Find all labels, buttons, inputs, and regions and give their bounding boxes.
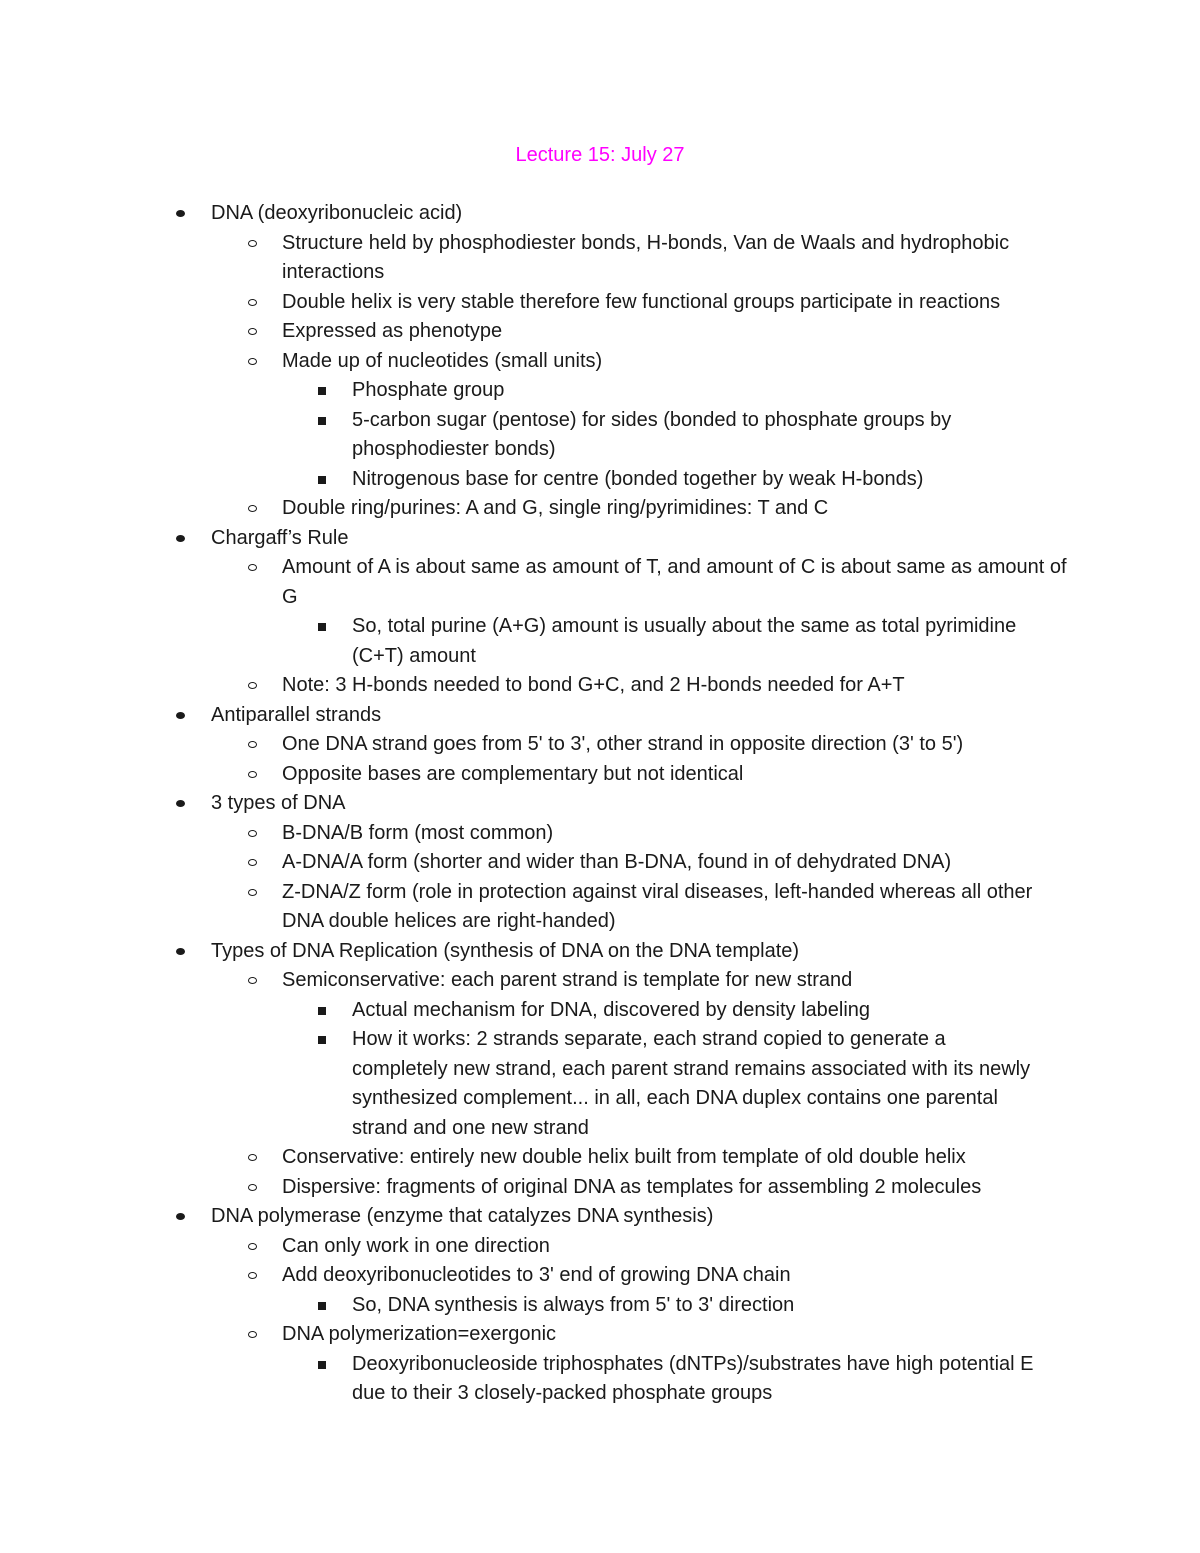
list-item-text: 3 types of DNA	[211, 792, 346, 814]
list-item-text: One DNA strand goes from 5' to 3', other strand in opposite direction (3' to 5')	[282, 733, 964, 755]
list-item-text: Double ring/purines: A and G, single ring/pyrimidines: T and C	[282, 497, 829, 519]
list-item-text: Can only work in one direction	[282, 1234, 550, 1257]
list-item-text: DNA polymerase (enzyme that catalyzes DNA synthesis)	[211, 1205, 714, 1227]
list-item-text: Amount of A is about same as amount of T, and amount of C is about same as amount of G	[282, 556, 1067, 608]
list-item	[0, 1350, 1200, 1409]
list-item	[0, 612, 1200, 671]
list-item-text: Antiparallel strands	[211, 703, 382, 726]
list-item-text: Expressed as phenotype	[282, 320, 503, 342]
list-item	[0, 819, 1200, 849]
list-item	[0, 1261, 1200, 1291]
list-item	[0, 465, 1200, 495]
list-item	[0, 494, 1200, 524]
list-item-text: So, DNA synthesis is always from 5' to 3' direction	[352, 1293, 795, 1316]
list-item	[0, 1320, 1200, 1350]
list-item	[0, 406, 1200, 465]
list-item	[0, 878, 1200, 937]
list-item	[0, 1202, 1200, 1232]
list-item-text: Nitrogenous base for centre (bonded together by weak H-bonds)	[352, 467, 924, 490]
lecture-notes-list	[0, 199, 1200, 1409]
list-item-text: Chargaff’s Rule	[211, 526, 349, 549]
list-item-text: Semiconservative: each parent strand is template for new strand	[282, 969, 853, 991]
list-item-text: DNA (deoxyribonucleic acid)	[211, 202, 463, 224]
list-item-text: A-DNA/A form (shorter and wider than B-DNA, found in of dehydrated DNA)	[282, 851, 952, 873]
list-item	[0, 1025, 1200, 1143]
list-item	[0, 1143, 1200, 1173]
list-item	[0, 937, 1200, 967]
list-item-text: Opposite bases are complementary but not identical	[282, 762, 744, 785]
list-item	[0, 553, 1200, 612]
list-item	[0, 524, 1200, 554]
list-item-text: How it works: 2 strands separate, each strand copied to generate a completely new strand, each parent strand remains associated with its newly synthesized complement... in all, each DNA duplex contains one parental strand and one new strand	[352, 1028, 1031, 1139]
list-item	[0, 848, 1200, 878]
list-item-text: Made up of nucleotides (small units)	[282, 349, 603, 372]
list-item-text: Types of DNA Replication (synthesis of DNA on the DNA template)	[211, 939, 800, 962]
list-item-text: Structure held by phosphodiester bonds, H-bonds, Van de Waals and hydrophobic interactions	[282, 231, 1010, 283]
list-item-text: Phosphate group	[352, 379, 505, 401]
list-item-text: Deoxyribonucleoside triphosphates (dNTPs)/substrates have high potential E due to their 3 closely-packed phosphate groups	[352, 1352, 1034, 1404]
list-item-text: Note: 3 H-bonds needed to bond G+C, and 2 H-bonds needed for A+T	[282, 674, 905, 696]
list-item	[0, 730, 1200, 760]
list-item-text: Actual mechanism for DNA, discovered by density labeling	[352, 998, 871, 1021]
list-item-text: 5-carbon sugar (pentose) for sides (bonded to phosphate groups by phosphodiester bonds)	[352, 408, 952, 460]
list-item	[0, 996, 1200, 1026]
list-item	[0, 347, 1200, 377]
page-title: Lecture 15: July 27	[515, 144, 685, 166]
list-item	[0, 288, 1200, 318]
list-item	[0, 1173, 1200, 1203]
list-item	[0, 317, 1200, 347]
list-item-text: Z-DNA/Z form (role in protection against viral diseases, left-handed whereas all other DNA double helices are right-handed)	[282, 880, 1033, 932]
list-item-text: Conservative: entirely new double helix built from template of old double helix	[282, 1146, 966, 1168]
list-item	[0, 1232, 1200, 1262]
list-item	[0, 1291, 1200, 1321]
list-item-text: Double helix is very stable therefore few functional groups participate in reactions	[282, 290, 1001, 313]
list-item	[0, 760, 1200, 790]
list-item	[0, 229, 1200, 288]
list-item	[0, 671, 1200, 701]
list-item	[0, 966, 1200, 996]
list-item-text: Dispersive: fragments of original DNA as templates for assembling 2 molecules	[282, 1175, 982, 1198]
list-item-text: B-DNA/B form (most common)	[282, 821, 554, 844]
list-item	[0, 789, 1200, 819]
list-item-text: DNA polymerization=exergonic	[282, 1323, 557, 1345]
list-item	[0, 199, 1200, 229]
list-item-text: So, total purine (A+G) amount is usually about the same as total pyrimidine (C+T) amount	[352, 615, 1017, 667]
list-item	[0, 701, 1200, 731]
list-item	[0, 376, 1200, 406]
list-item-text: Add deoxyribonucleotides to 3' end of growing DNA chain	[282, 1264, 791, 1286]
